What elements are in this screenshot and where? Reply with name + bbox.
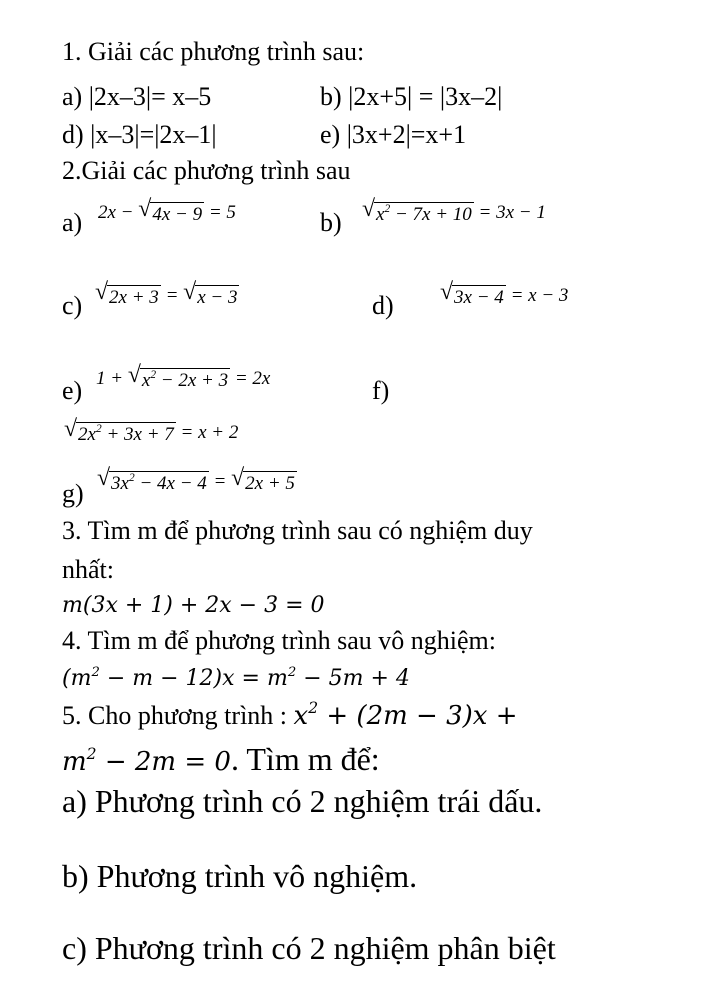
sqrt: √ 2x + 5 [231, 465, 295, 494]
equation-text: (m [62, 666, 92, 691]
sqrt: √ $x^2 - 2x + 3$ [127, 362, 229, 391]
exponent: 2 [128, 472, 135, 485]
section-3-equation: m(3x + 1) + 2x − 3 = 0 [62, 593, 325, 618]
problem-2a-equation [98, 196, 236, 227]
radicand-term: x [141, 370, 151, 391]
problem-1a: a) |2x–3|= x–5 [62, 82, 212, 111]
radicand [374, 202, 474, 227]
equation-part-2 [62, 747, 231, 777]
section-3-title-line-2: nhất: [62, 555, 114, 584]
sqrt: √ x − 3 [183, 279, 238, 308]
exponent: 2 [95, 423, 102, 436]
section-4-title: 4. Tìm m để phương trình sau vô nghiệm: [62, 626, 496, 655]
exponent: 2 [384, 203, 391, 216]
equals-sign: = [165, 285, 179, 306]
exponent: 2 [86, 745, 97, 764]
sqrt: √ 4x − 9 [138, 196, 203, 225]
equation-text: = x + 2 [180, 422, 239, 443]
radicand-term: − 4x − 4 [134, 473, 207, 494]
radicand [109, 471, 209, 496]
radicand: 3x − 4 [454, 287, 504, 308]
radicand-term: 2x [78, 424, 96, 445]
exponent: 2 [308, 699, 319, 718]
radicand: 2x + 3 [109, 287, 159, 308]
equation-text: m [62, 747, 87, 777]
exponent: 2 [287, 664, 297, 680]
equation-text: = x − 3 [510, 285, 569, 306]
sqrt: √ 2x + 3 [95, 279, 159, 308]
sqrt: √ $x^2 - 7x + 10$ [362, 196, 472, 225]
radicand-term: + 3x + 7 [101, 424, 174, 445]
radicand [76, 422, 176, 447]
sqrt: √ 3x − 4 [440, 279, 504, 308]
section-1-title: 1. Giải các phương trình sau: [62, 37, 365, 66]
problem-2f-label: f) [372, 376, 390, 405]
problem-1b: b) |2x+5| = |3x–2| [320, 82, 503, 111]
equation-text: + (2m − 3)x + [318, 701, 518, 731]
section-4-equation [62, 666, 410, 692]
radicand: x − 3 [197, 287, 238, 308]
problem-2f-equation [64, 416, 239, 447]
problem-1d: d) |x–3|=|2x–1| [62, 120, 217, 149]
section-3-title-line-1: 3. Tìm m để phương trình sau có nghiệm duy [62, 516, 533, 545]
problem-2c-equation [95, 279, 239, 310]
exponent: 2 [150, 369, 157, 382]
problem-2d-equation [440, 279, 569, 310]
section-5-part-a: a) Phương trình có 2 nghiệm trái dấu. [62, 783, 543, 819]
problem-1e: e) |3x+2|=x+1 [320, 120, 467, 149]
title-tail: . Tìm m để: [230, 741, 380, 777]
problem-2c-label: c) [62, 291, 83, 320]
equation-text: − m − 12)x = m [99, 666, 288, 691]
problem-2e-equation [96, 362, 271, 393]
equation-text: = 3x − 1 [478, 202, 546, 223]
sqrt: √ $3x^2 - 4x - 4$ [97, 465, 207, 494]
sqrt: √ $2x^2 + 3x + 7$ [64, 416, 174, 445]
equation-text: x [293, 701, 309, 731]
equation-part-1 [294, 701, 518, 731]
radicand-term: − 2x + 3 [156, 370, 229, 391]
radicand: 2x + 5 [245, 473, 295, 494]
equation-text: − 5m + 4 [296, 666, 410, 691]
problem-2a-label: a) [62, 208, 83, 237]
exponent: 2 [91, 664, 100, 680]
section-5-part-b: b) Phương trình vô nghiệm. [62, 858, 418, 894]
problem-2b-label: b) [320, 208, 342, 237]
radicand [140, 368, 230, 393]
section-5-equation-line-2 [62, 741, 380, 777]
equation-text: = 5 [208, 202, 236, 223]
radicand-term: − 7x + 10 [390, 204, 472, 225]
problem-2d-label: d) [372, 291, 394, 320]
section-5-title [62, 701, 517, 731]
problem-2g-equation [97, 465, 297, 496]
equation-text: 2x − [98, 202, 134, 223]
problem-2e-label: e) [62, 376, 83, 405]
radicand-term: 3x [111, 473, 129, 494]
problem-2b-equation [362, 196, 546, 227]
radicand-term: x [376, 204, 385, 225]
section-5-part-c: c) Phương trình có 2 nghiệm phân biệt [62, 930, 556, 966]
problem-2g-label: g) [62, 479, 84, 508]
equation-text: − 2m = 0 [96, 747, 231, 777]
equals-sign: = [213, 471, 227, 492]
equation-text: = 2x [234, 368, 271, 389]
section-2-title: 2.Giải các phương trình sau [62, 156, 351, 185]
radicand: 4x − 9 [152, 204, 203, 225]
title-text: 5. Cho phương trình : [62, 701, 294, 730]
equation-text: 1 + [96, 368, 124, 389]
